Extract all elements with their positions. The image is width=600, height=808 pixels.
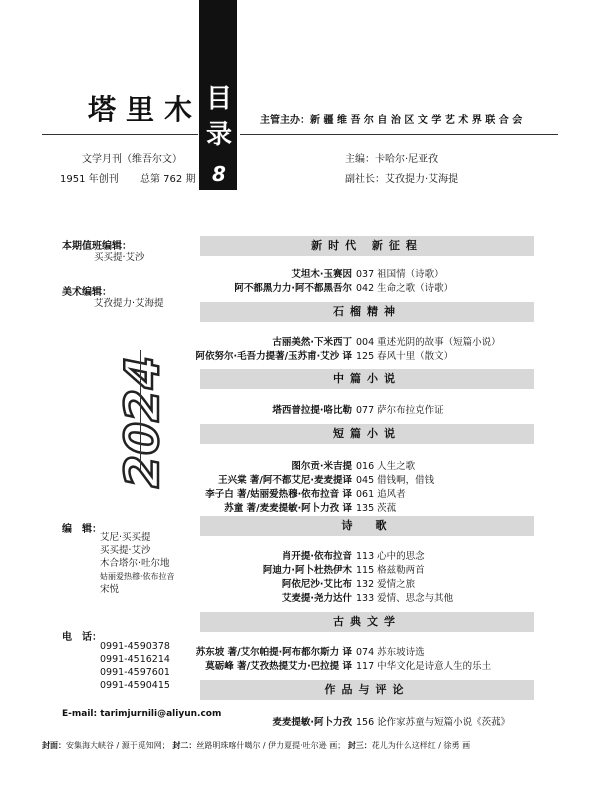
entry-title — [356, 562, 425, 576]
entry-author: 苏童 著/麦麦提敏·阿卜力孜 译 — [224, 503, 352, 514]
section-header-new-era: 新时代 新征程 — [200, 236, 534, 256]
editors-list — [100, 531, 175, 596]
entry-title-text: 生命之歌（诗歌） — [377, 283, 454, 294]
email: E-mail: tarimjurnili@aliyun.com — [62, 709, 222, 719]
cover1-label: 封面： — [42, 741, 66, 750]
entry-author: 艾坦木·玉赛因 — [291, 269, 352, 280]
phone-number: 0991-4590415 — [100, 680, 170, 691]
total-issue: 总第 762 期 — [140, 174, 196, 185]
entry-page: 133 — [356, 593, 375, 604]
entry-author: 阿依尼沙·艾比布 — [281, 579, 352, 590]
phone-list — [100, 640, 170, 692]
magazine-subtitle: 文学月刊（维吾尔文） — [82, 154, 182, 165]
entry-page: 037 — [356, 269, 375, 280]
sponsor: 主管主办：新 疆 维 吾 尔 自 治 区 文 学 艺 术 界 联 合 会 — [260, 115, 523, 126]
entry-title — [356, 334, 501, 348]
entry-title — [356, 658, 491, 672]
editor-in-chief: 主编：卡哈尔·尼亚孜 — [345, 154, 439, 165]
entry-title — [356, 280, 453, 294]
issue-number: 8 — [212, 162, 226, 186]
entry-page: 016 — [356, 461, 375, 472]
duty-editor: 买买提·艾沙 — [94, 252, 145, 263]
section-header-novella: 中篇小说 — [200, 369, 534, 389]
entry-title-text: 中华文化是诗意人生的乐土 — [377, 661, 492, 672]
editor-name: 宋悦 — [100, 584, 120, 595]
entry-page: 156 — [356, 717, 375, 728]
cover-credits — [42, 740, 470, 751]
editors-label: 编 辑： — [62, 524, 102, 535]
cover1-credit: 安集海大峡谷 / 源于觅知网； — [66, 741, 170, 750]
cover2-credit: 丝路明珠喀什噶尔 / 伊力夏提·吐尔逊 画； — [196, 741, 346, 750]
section-header-poetry: 诗 歌 — [200, 516, 534, 536]
entry-title — [356, 458, 415, 472]
entry-page: 077 — [356, 405, 375, 416]
magazine-title: 塔里木 — [88, 93, 203, 126]
entry-page: 004 — [356, 337, 375, 348]
contents-label-char-1: 目 — [205, 84, 232, 114]
entry-title-text: 春风十里（散文） — [377, 351, 454, 362]
entry-author: 麦麦提敏·阿卜力孜 — [272, 717, 352, 728]
section-header-review: 作品与评论 — [200, 680, 534, 700]
entry-page: 115 — [356, 565, 375, 576]
entry-title-text: 爱情之旅 — [377, 579, 416, 590]
entry-title — [356, 486, 406, 500]
entry-author: 古丽美然·下米西丁 — [272, 337, 352, 348]
entry-title-text: 萨尔布拉克作证 — [377, 405, 444, 416]
entry-author: 苏东坡 著/艾尔帕提·阿布都尔斯力 译 — [195, 647, 352, 658]
entry-title — [356, 348, 453, 362]
entry-title — [356, 472, 434, 486]
entry-author: 图尔贡·米吉提 — [291, 461, 352, 472]
entry-title — [356, 266, 444, 280]
entry-title-text: 苏东坡诗选 — [377, 647, 425, 658]
entry-title — [356, 548, 425, 562]
contents-label-char-2: 录 — [205, 120, 232, 150]
entry-title-text: 人生之歌 — [377, 461, 416, 472]
entry-author: 莫砺峰 著/艾孜热提艾力·巴拉提 译 — [205, 661, 352, 672]
entry-author: 艾麦提·尧力达什 — [281, 593, 352, 604]
entry-title-text: 心中的思念 — [377, 551, 425, 562]
entry-author: 阿不都黑力力·阿不都黑吾尔 — [234, 283, 352, 294]
editor-name: 木合塔尔·吐尔地 — [100, 558, 170, 569]
art-editor-label: 美术编辑： — [62, 287, 112, 298]
entry-page: 061 — [356, 489, 375, 500]
title-divider-left — [42, 134, 198, 135]
entry-title — [356, 590, 453, 604]
entry-title-text: 爱情、思念与其他 — [377, 593, 454, 604]
entry-author: 肖开提·依布拉音 — [281, 551, 352, 562]
entry-author: 阿依努尔·毛吾力提著/玉苏甫·艾沙 译 — [195, 351, 352, 362]
year-2024-graphic — [112, 352, 172, 492]
entry-author: 阿迪力·阿卜杜热伊木 — [262, 565, 352, 576]
phone-number: 0991-4516214 — [100, 654, 170, 665]
entry-title — [356, 500, 396, 514]
entry-title — [356, 402, 444, 416]
entry-title-text: 茨菰 — [377, 503, 397, 514]
duty-editor-label: 本期值班编辑： — [62, 241, 132, 252]
entry-page: 125 — [356, 351, 375, 362]
section-header-pomegranate: 石榴精神 — [200, 302, 534, 322]
editor-name: 艾尼·买买提 — [100, 532, 151, 543]
entry-page: 045 — [356, 475, 375, 486]
phone-number: 0991-4597601 — [100, 667, 170, 678]
entry-title — [356, 576, 415, 590]
title-divider-right — [240, 134, 558, 135]
cover3-label: 封三： — [347, 741, 372, 750]
entry-title-text: 论作家苏童与短篇小说《茨菰》 — [377, 717, 511, 728]
editor-name: 姑丽爱热穆·依布拉音 — [100, 572, 175, 581]
cover2-label: 封二： — [172, 741, 197, 750]
entry-author: 塔西普拉提·咯比勒 — [272, 405, 352, 416]
entry-title-text: 格兹勒两首 — [377, 565, 425, 576]
entry-page: 042 — [356, 283, 375, 294]
entry-page: 074 — [356, 647, 375, 658]
entry-title — [356, 714, 510, 728]
entry-title-text: 重述光阴的故事（短篇小说） — [377, 337, 501, 348]
section-header-short-story: 短篇小说 — [200, 424, 534, 444]
cover3-credit: 花儿为什么这样红 / 徐勇 画 — [371, 741, 471, 750]
entry-title-text: 祖国情（诗歌） — [377, 269, 444, 280]
entry-page: 113 — [356, 551, 375, 562]
entry-page: 135 — [356, 503, 375, 514]
entry-title — [356, 644, 425, 658]
phone-number: 0991-4590378 — [100, 641, 170, 652]
entry-author: 李子白 著/姑丽爱热穆·依布拉音 译 — [205, 489, 352, 500]
phone-label: 电 话： — [62, 632, 102, 643]
section-header-classical: 古典文学 — [200, 612, 534, 632]
year-vertical-rule — [140, 350, 141, 470]
entry-title-text: 追风者 — [377, 489, 406, 500]
deputy-director: 副社长：艾孜提力·艾海提 — [345, 174, 459, 185]
founded-year: 1951 年创刊 — [60, 174, 119, 185]
entry-author: 王兴棠 著/阿不都艾尼·麦麦提译 — [218, 475, 352, 486]
art-editor: 艾孜提力·艾海提 — [94, 298, 164, 309]
editor-name: 买买提·艾沙 — [100, 545, 151, 556]
entry-title-text: 借钱啊，借钱 — [377, 475, 435, 486]
entry-page: 132 — [356, 579, 375, 590]
year-text: 2024 — [115, 359, 169, 488]
entry-page: 117 — [356, 661, 375, 672]
